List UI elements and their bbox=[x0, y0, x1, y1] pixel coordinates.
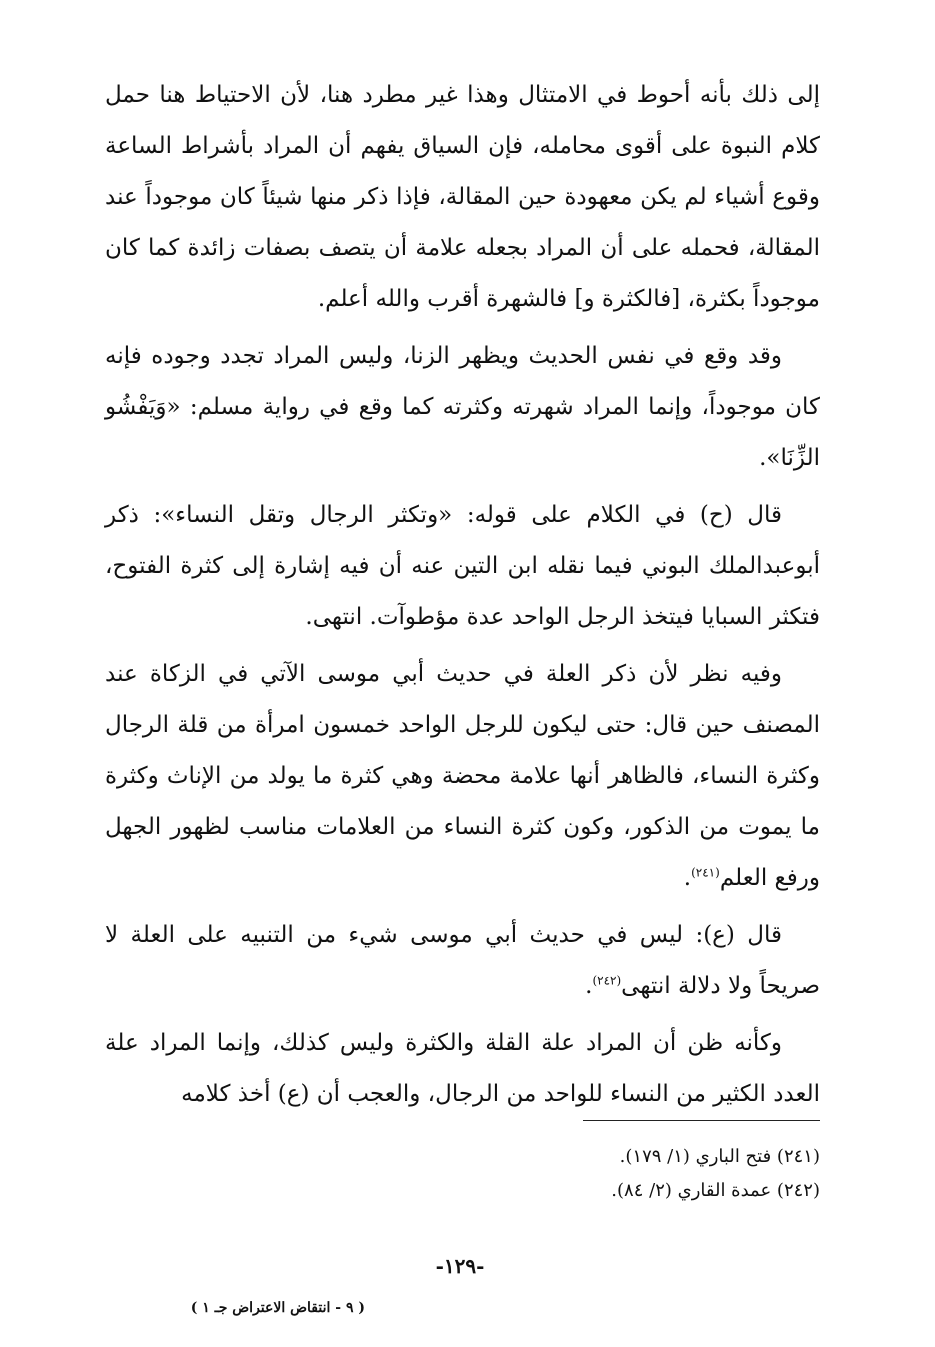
paragraph-4 bbox=[105, 649, 820, 904]
paragraph-5-text: قال (ع): ليس في حديث أبي موسى شيء من التنبيه على العلة لا صريحاً ولا دلالة انتهى bbox=[105, 922, 820, 999]
paragraph-1: إلى ذلك بأنه أحوط في الامتثال وهذا غير مطرد هنا، لأن الاحتياط هنا حمل كلام النبوة على أقوى محامله، فإن السياق يفهم أن المراد بأشراط الساعة وقوع أشياء لم يكن معهودة حين المقالة، فإذا ذكر منها شيئاً كان موجوداً عند المقالة، فحمله على أن المراد بجعله علامة أن يتصف بصفات زائدة كما كان موجوداً بكثرة، [فالكثرة و] فالشهرة أقرب والله أعلم. bbox=[105, 82, 820, 312]
footnote-241: (٢٤١) فتح الباري (١/ ١٧٩). bbox=[619, 1146, 820, 1167]
footnote-ref-241: (٢٤١) bbox=[691, 865, 720, 880]
paragraph-2: وقد وقع في نفس الحديث ويظهر الزنا، وليس المراد تجدد وجوده فإنه كان موجوداً، وإنما المراد شهرته وكثرته كما وقع في رواية مسلم: «وَيَفْشُو الزِّنَا». bbox=[105, 343, 820, 471]
paragraph-4-text: وفيه نظر لأن ذكر العلة في حديث أبي موسى الآتي في الزكاة عند المصنف حين قال: حتى ليكون للرجل الواحد خمسون امرأة من قلة الرجال وكثرة النساء، فالظاهر أنها علامة محضة وهي كثرة ما يولد من الإناث وكثرة ما يموت من الذكور، وكون كثرة النساء من العلامات مناسب لظهور الجهل ورفع العلم bbox=[105, 661, 820, 891]
footnote-242: (٢٤٢) عمدة القاري (٢/ ٨٤). bbox=[611, 1180, 820, 1201]
paragraph-3: قال (ح) في الكلام على قوله: «وتكثر الرجال وتقل النساء»: ذكر أبوعبدالملك البوني فيما نقله ابن التين عنه أن فيه إشارة إلى كثرة الفتوح، فتكثر السبايا فيتخذ الرجل الواحد عدة مؤطوآت. انتهى. bbox=[105, 502, 820, 630]
signature-mark: ( ٩ - انتقاض الاعتراض جـ ١ ) bbox=[190, 1300, 365, 1316]
footnote-ref-242: (٢٤٢) bbox=[592, 973, 622, 988]
paragraph-4-tail: . bbox=[683, 865, 692, 891]
main-text bbox=[105, 70, 820, 1126]
bleed-through-artifact bbox=[110, 1136, 310, 1194]
footnotes bbox=[400, 1140, 820, 1208]
footnote-divider bbox=[583, 1120, 820, 1121]
paragraph-5 bbox=[105, 910, 820, 1012]
page-number: -١٢٩- bbox=[435, 1254, 485, 1278]
paragraph-5-tail: . bbox=[585, 973, 593, 999]
paragraph-6: وكأنه ظن أن المراد علة القلة والكثرة وليس كذلك، وإنما المراد علة العدد الكثير من النساء للواحد من الرجال، والعجب أن (ع) أخذ كلامه bbox=[105, 1030, 820, 1107]
